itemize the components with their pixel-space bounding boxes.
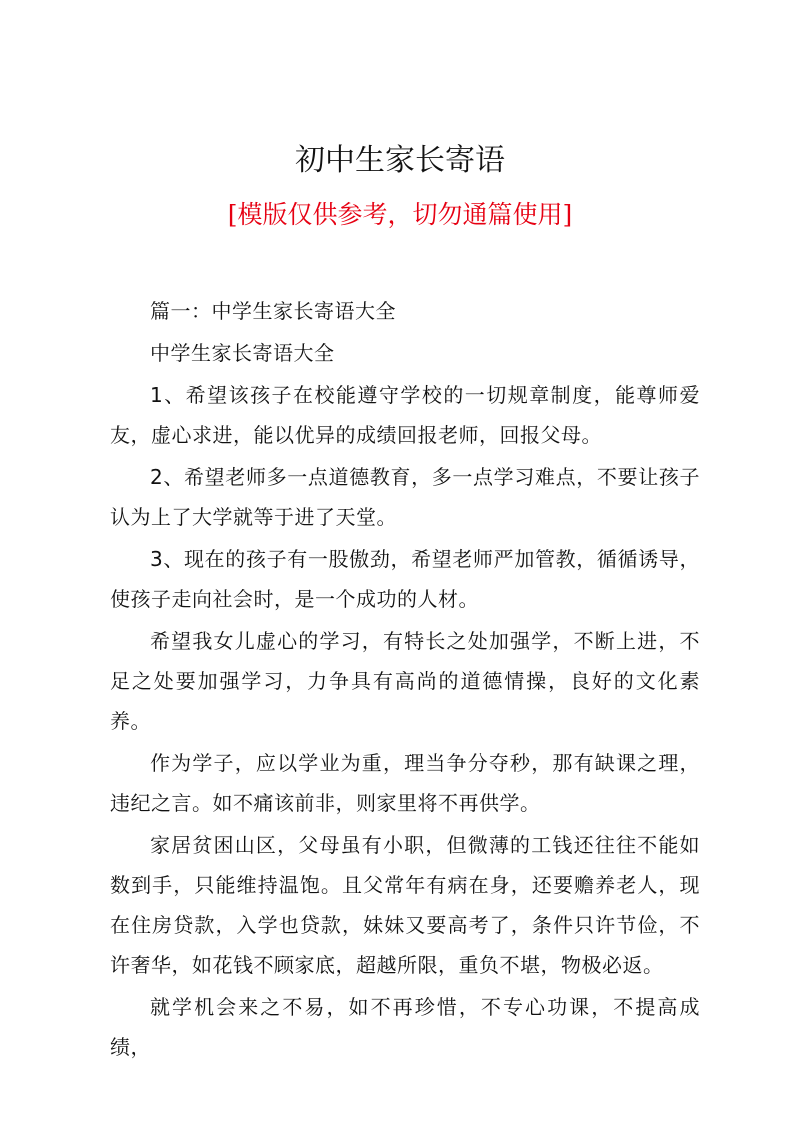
document-body <box>110 291 700 1067</box>
document-title: 初中生家长寄语 <box>295 143 505 178</box>
paragraph: 作为学子，应以学业为重，理当争分夺秒，那有缺课之理，违纪之言。如不痛该前非，则家里将不再供学。 <box>110 751 700 815</box>
template-notice: [模版仅供参考，切勿通篇使用] <box>227 200 573 229</box>
section-subheading: 中学生家长寄语大全 <box>150 341 335 365</box>
paragraph: 2、希望老师多一点道德教育，多一点学习难点，不要让孩子认为上了大学就等于进了天堂。 <box>110 465 700 529</box>
paragraph: 3、现在的孩子有一股傲劲，希望老师严加管教，循循诱导，使孩子走向社会时，是一个成功的人材。 <box>110 547 700 611</box>
paragraph: 就学机会来之不易，如不再珍惜，不专心功课，不提高成绩， <box>110 995 700 1059</box>
paragraph: 家居贫困山区，父母虽有小职，但微薄的工钱还往往不能如数到手，只能维持温饱。且父常年有病在身，还要赡养老人，现在住房贷款，入学也贷款，妹妹又要高考了，条件只许节俭，不许奢华，如花钱不顾家底，超越所限，重负不堪，物极必返。 <box>110 833 700 977</box>
paragraph: 希望我女儿虚心的学习，有特长之处加强学，不断上进，不足之处要加强学习，力争具有高尚的道德情操，良好的文化素养。 <box>110 629 700 733</box>
paragraph: 1、希望该孩子在校能遵守学校的一切规章制度，能尊师爱友，虚心求进，能以优异的成绩回报老师，回报父母。 <box>110 383 700 447</box>
section-heading: 篇一：中学生家长寄语大全 <box>150 299 396 323</box>
